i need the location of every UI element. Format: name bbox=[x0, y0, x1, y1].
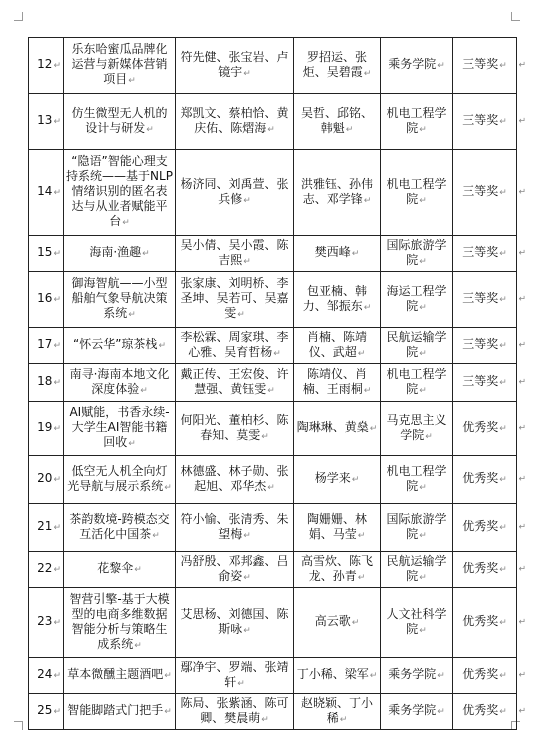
row-number bbox=[29, 588, 64, 658]
project-name-cell-text: 智能脚踏式门把手 bbox=[67, 703, 164, 717]
award-level-cell-text: 三等奖 bbox=[462, 113, 499, 127]
college-cell bbox=[381, 150, 453, 236]
row-number-text: 14 bbox=[37, 184, 53, 198]
paragraph-mark-icon: ↵ bbox=[267, 385, 275, 396]
project-name-cell bbox=[64, 94, 176, 150]
paragraph-mark-icon: ↵ bbox=[243, 256, 251, 267]
college-cell bbox=[381, 588, 453, 658]
paragraph-mark-icon: ↵ bbox=[142, 249, 150, 259]
paragraph-mark-icon: ↵ bbox=[261, 714, 269, 725]
students-cell-text: 鄢净宇、罗端、张靖轩 bbox=[180, 659, 289, 689]
students-cell-text: 陈局、张紫涵、陈可卿、樊晨萌 bbox=[180, 695, 289, 725]
paragraph-mark-icon: ↵ bbox=[351, 618, 360, 628]
students-cell bbox=[176, 150, 294, 236]
row-number-text: 22 bbox=[37, 561, 53, 575]
paragraph-mark-icon: ↵ bbox=[53, 523, 61, 533]
project-name-cell bbox=[64, 272, 176, 328]
teachers-cell-text: 赵晓颖、丁小稀 bbox=[300, 695, 373, 725]
students-cell-text: 张家康、刘明桥、李圣坤、吴若可、吴嘉雯 bbox=[180, 276, 289, 320]
students-cell bbox=[176, 38, 294, 94]
teachers-cell-text: 高雪炊、陈飞龙、孙青 bbox=[300, 553, 373, 583]
paragraph-mark-icon: ↵ bbox=[369, 671, 378, 681]
paragraph-mark-icon: ↵ bbox=[419, 256, 427, 267]
award-level-cell bbox=[453, 694, 526, 730]
paragraph-mark-icon: ↵ bbox=[53, 61, 61, 71]
paragraph-mark-icon: ↵ bbox=[357, 348, 366, 359]
award-level-cell bbox=[453, 364, 526, 402]
paragraph-mark-icon: ↵ bbox=[164, 707, 172, 717]
college-cell-text: 机电工程学院 bbox=[386, 105, 447, 135]
award-level-cell-text: 优秀奖 bbox=[462, 667, 499, 681]
award-level-cell bbox=[453, 94, 526, 150]
row-number-text: 16 bbox=[37, 291, 53, 305]
college-cell-text: 民航运输学院 bbox=[386, 553, 447, 583]
teachers-cell-text: 罗招运、张炬、吴碧霞 bbox=[302, 49, 367, 79]
table-row bbox=[29, 94, 517, 150]
college-cell bbox=[381, 38, 453, 94]
college-cell-text: 海运工程学院 bbox=[386, 283, 447, 313]
project-name-cell-text: 茶韵数境-跨模态交互活化中国茶 bbox=[69, 511, 170, 541]
project-name-cell bbox=[64, 150, 176, 236]
paragraph-mark-icon: ↵ bbox=[53, 188, 61, 198]
teachers-cell bbox=[294, 456, 381, 504]
teachers-cell bbox=[294, 38, 381, 94]
award-level-cell-text: 三等奖 bbox=[462, 184, 499, 198]
college-cell-text: 国际旅游学院 bbox=[386, 237, 447, 267]
table-row bbox=[29, 364, 517, 402]
teachers-cell-text: 高云歌 bbox=[314, 614, 351, 628]
project-name-cell-text: 御海智航——小型船舶气象导航决策系统 bbox=[71, 276, 168, 320]
paragraph-mark-icon: ↵ bbox=[437, 707, 445, 717]
paragraph-mark-icon: ↵ bbox=[499, 61, 507, 71]
awards-table-body bbox=[29, 38, 526, 730]
paragraph-mark-icon: ↵ bbox=[53, 424, 61, 434]
award-level-cell-text: 三等奖 bbox=[462, 374, 499, 388]
row-number bbox=[29, 364, 64, 402]
paragraph-mark-icon: ↵ bbox=[363, 68, 372, 79]
college-cell-text: 国际旅游学院 bbox=[386, 511, 447, 541]
project-name-cell bbox=[64, 504, 176, 552]
row-number bbox=[29, 236, 64, 272]
row-number-text: 24 bbox=[37, 667, 53, 681]
award-level-cell bbox=[453, 504, 526, 552]
project-name-cell-text: 低空无人机全向灯光导航与展示系统 bbox=[67, 463, 168, 493]
college-cell-text: 人文社科学院 bbox=[386, 606, 447, 636]
teachers-cell bbox=[294, 328, 381, 364]
paragraph-mark-icon: ↵ bbox=[53, 295, 61, 305]
project-name-cell-text: 乐东哈蜜瓜品牌化运营与新媒体营销项目 bbox=[71, 42, 168, 86]
students-cell-text: 林德盛、林子勋、张起旭、邓华杰 bbox=[180, 463, 289, 493]
project-name-cell-text: 海南·渔趣 bbox=[89, 245, 142, 259]
teachers-cell-text: 洪雅钰、孙伟志、邓学锋 bbox=[300, 176, 373, 206]
college-cell bbox=[381, 658, 453, 694]
paragraph-mark-icon: ↵ bbox=[419, 625, 427, 636]
paragraph-mark-icon: ↵ bbox=[53, 341, 61, 351]
students-cell bbox=[176, 272, 294, 328]
teachers-cell-text: 包亚楠、韩力、邹振东 bbox=[302, 283, 367, 313]
students-cell bbox=[176, 364, 294, 402]
students-cell bbox=[176, 402, 294, 456]
row-number-text: 15 bbox=[37, 245, 53, 259]
paragraph-mark-icon: ↵ bbox=[267, 482, 275, 493]
college-cell-text: 民航运输学院 bbox=[386, 329, 447, 359]
teachers-cell-text: 陶姗姗、林娟、马莹 bbox=[306, 511, 367, 541]
college-cell-text: 乘务学院 bbox=[388, 57, 437, 71]
row-number-text: 25 bbox=[37, 703, 53, 717]
award-level-cell bbox=[453, 588, 526, 658]
students-cell-text: 李松霖、周家琪、李心雅、吴育哲杨 bbox=[180, 329, 289, 359]
row-end-mark-icon: ↵ bbox=[518, 617, 526, 627]
project-name-cell bbox=[64, 588, 176, 658]
paragraph-mark-icon: ↵ bbox=[140, 385, 148, 396]
project-name-cell-text: 仿生微型无人机的设计与研发 bbox=[71, 105, 168, 135]
table-row bbox=[29, 552, 517, 588]
project-name-cell bbox=[64, 658, 176, 694]
paragraph-mark-icon: ↵ bbox=[499, 249, 507, 259]
paragraph-mark-icon: ↵ bbox=[499, 117, 507, 127]
row-end-mark-icon: ↵ bbox=[518, 706, 526, 716]
row-end-mark-icon: ↵ bbox=[518, 248, 526, 258]
college-cell-text: 乘务学院 bbox=[388, 667, 437, 681]
paragraph-mark-icon: ↵ bbox=[369, 424, 378, 434]
project-name-cell-text: “怀云华”琼茶栈 bbox=[73, 337, 158, 351]
college-cell-text: 机电工程学院 bbox=[386, 176, 447, 206]
paragraph-mark-icon: ↵ bbox=[134, 640, 142, 651]
paragraph-mark-icon: ↵ bbox=[53, 475, 61, 485]
paragraph-mark-icon: ↵ bbox=[267, 124, 275, 135]
students-cell bbox=[176, 658, 294, 694]
paragraph-mark-icon: ↵ bbox=[363, 302, 372, 313]
table-row bbox=[29, 328, 517, 364]
college-cell bbox=[381, 456, 453, 504]
award-level-cell bbox=[453, 658, 526, 694]
teachers-cell bbox=[294, 694, 381, 730]
paragraph-mark-icon: ↵ bbox=[499, 565, 507, 575]
row-number-text: 21 bbox=[37, 519, 53, 533]
teachers-cell-text: 陈靖仪、肖楠、王雨桐 bbox=[302, 366, 367, 396]
award-level-cell-text: 三等奖 bbox=[462, 57, 499, 71]
paragraph-mark-icon: ↵ bbox=[499, 707, 507, 717]
row-number bbox=[29, 328, 64, 364]
award-level-cell bbox=[453, 552, 526, 588]
project-name-cell bbox=[64, 694, 176, 730]
table-row bbox=[29, 456, 517, 504]
project-name-cell bbox=[64, 236, 176, 272]
students-cell bbox=[176, 236, 294, 272]
teachers-cell bbox=[294, 272, 381, 328]
paragraph-mark-icon: ↵ bbox=[339, 714, 348, 725]
paragraph-mark-icon: ↵ bbox=[122, 218, 130, 228]
paragraph-mark-icon: ↵ bbox=[53, 618, 61, 628]
row-end-mark-icon: ↵ bbox=[518, 377, 526, 387]
students-cell-text: 符小愉、张清秀、朱望梅 bbox=[180, 511, 289, 541]
paragraph-mark-icon: ↵ bbox=[351, 475, 360, 485]
award-level-cell-text: 优秀奖 bbox=[462, 614, 499, 628]
paragraph-mark-icon: ↵ bbox=[128, 76, 136, 86]
students-cell-text: 吴小倩、吴小霞、陈吉熙 bbox=[180, 237, 289, 267]
award-level-cell-text: 三等奖 bbox=[462, 337, 499, 351]
students-cell-text: 冯舒殷、邓邦鑫、吕俞姿 bbox=[180, 553, 289, 583]
teachers-cell bbox=[294, 236, 381, 272]
award-level-cell bbox=[453, 328, 526, 364]
students-cell bbox=[176, 328, 294, 364]
paragraph-mark-icon: ↵ bbox=[243, 195, 251, 206]
paragraph-mark-icon: ↵ bbox=[363, 385, 372, 396]
row-number-text: 23 bbox=[37, 614, 53, 628]
project-name-cell-text: “隐语”智能心理支持系统——基于NLP情绪识别的匿名表达与从业者赋能平台 bbox=[66, 154, 173, 228]
award-level-cell bbox=[453, 150, 526, 236]
award-level-cell bbox=[453, 272, 526, 328]
paragraph-mark-icon: ↵ bbox=[164, 671, 172, 681]
teachers-cell bbox=[294, 504, 381, 552]
row-number bbox=[29, 38, 64, 94]
row-number-text: 20 bbox=[37, 471, 53, 485]
college-cell-text: 乘务学院 bbox=[388, 703, 437, 717]
students-cell bbox=[176, 588, 294, 658]
paragraph-mark-icon: ↵ bbox=[243, 530, 251, 541]
teachers-cell bbox=[294, 552, 381, 588]
award-level-cell bbox=[453, 236, 526, 272]
table-row bbox=[29, 504, 517, 552]
paragraph-mark-icon: ↵ bbox=[425, 431, 433, 442]
teachers-cell-text: 樊西峰 bbox=[314, 245, 351, 259]
award-level-cell bbox=[453, 456, 526, 504]
project-name-cell-text: 草本微醺主题酒吧 bbox=[67, 667, 164, 681]
teachers-cell bbox=[294, 364, 381, 402]
college-cell bbox=[381, 328, 453, 364]
students-cell bbox=[176, 552, 294, 588]
row-number-text: 19 bbox=[37, 420, 53, 434]
college-cell-text: 马克思主义学院 bbox=[386, 412, 447, 442]
paragraph-mark-icon: ↵ bbox=[128, 310, 136, 320]
row-end-mark-icon: ↵ bbox=[518, 340, 526, 350]
students-cell bbox=[176, 456, 294, 504]
table-row bbox=[29, 694, 517, 730]
students-cell-text: 艾思杨、刘德国、陈斯咏 bbox=[180, 606, 289, 636]
row-end-mark-icon: ↵ bbox=[518, 522, 526, 532]
paragraph-mark-icon: ↵ bbox=[53, 565, 61, 575]
table-row bbox=[29, 38, 517, 94]
paragraph-mark-icon: ↵ bbox=[437, 61, 445, 71]
college-cell-text: 机电工程学院 bbox=[386, 366, 447, 396]
college-cell bbox=[381, 272, 453, 328]
row-number bbox=[29, 552, 64, 588]
teachers-cell-text: 吴哲、邱铭、韩魁 bbox=[300, 105, 373, 135]
table-row bbox=[29, 150, 517, 236]
row-end-mark-icon: ↵ bbox=[518, 670, 526, 680]
students-cell-text: 何阳光、董柏杉、陈春知、莫雯 bbox=[180, 412, 289, 442]
college-cell-text: 机电工程学院 bbox=[386, 463, 447, 493]
award-level-cell-text: 优秀奖 bbox=[462, 519, 499, 533]
college-cell bbox=[381, 94, 453, 150]
row-end-mark-icon: ↵ bbox=[518, 116, 526, 126]
row-number bbox=[29, 272, 64, 328]
paragraph-mark-icon: ↵ bbox=[158, 341, 166, 351]
paragraph-mark-icon: ↵ bbox=[164, 482, 172, 493]
paragraph-mark-icon: ↵ bbox=[53, 671, 61, 681]
award-level-cell-text: 三等奖 bbox=[462, 291, 499, 305]
project-name-cell bbox=[64, 456, 176, 504]
award-level-cell-text: 优秀奖 bbox=[462, 471, 499, 485]
award-level-cell-text: 优秀奖 bbox=[462, 703, 499, 717]
row-end-mark-icon: ↵ bbox=[518, 564, 526, 574]
paragraph-mark-icon: ↵ bbox=[273, 348, 281, 359]
paragraph-mark-icon: ↵ bbox=[419, 530, 427, 541]
row-end-mark-icon: ↵ bbox=[518, 187, 526, 197]
paragraph-mark-icon: ↵ bbox=[499, 188, 507, 198]
project-name-cell-text: 智营引擎-基于大模型的电商多维数据智能分析与策略生成系统 bbox=[69, 591, 170, 651]
award-level-cell-text: 三等奖 bbox=[462, 245, 499, 259]
teachers-cell bbox=[294, 588, 381, 658]
teachers-cell-text: 杨学来 bbox=[314, 471, 351, 485]
award-level-cell bbox=[453, 402, 526, 456]
college-cell bbox=[381, 504, 453, 552]
project-name-cell-text: AI赋能，书香永续-大学生AI智能书籍回收 bbox=[69, 405, 170, 449]
row-number-text: 13 bbox=[37, 113, 53, 127]
students-cell-text: 符先健、张宝岩、卢镜宇 bbox=[180, 49, 289, 79]
college-cell bbox=[381, 552, 453, 588]
paragraph-mark-icon: ↵ bbox=[419, 348, 427, 359]
row-number-text: 12 bbox=[37, 57, 53, 71]
row-number bbox=[29, 402, 64, 456]
paragraph-mark-icon: ↵ bbox=[419, 195, 427, 206]
paragraph-mark-icon: ↵ bbox=[152, 530, 160, 541]
award-level-cell-text: 优秀奖 bbox=[462, 561, 499, 575]
teachers-cell bbox=[294, 658, 381, 694]
teachers-cell-text: 陶琳琳、黄燊 bbox=[296, 420, 369, 434]
college-cell bbox=[381, 236, 453, 272]
paragraph-mark-icon: ↵ bbox=[419, 572, 427, 583]
students-cell-text: 郑凯文、蔡柏恰、黄庆佑、陈熠海 bbox=[180, 105, 289, 135]
college-cell bbox=[381, 364, 453, 402]
students-cell-text: 戴正传、王宏俊、许慧强、黄钰雯 bbox=[180, 366, 289, 396]
awards-table bbox=[28, 37, 526, 730]
paragraph-mark-icon: ↵ bbox=[128, 439, 136, 449]
table-row bbox=[29, 402, 517, 456]
teachers-cell bbox=[294, 402, 381, 456]
students-cell bbox=[176, 94, 294, 150]
paragraph-mark-icon: ↵ bbox=[134, 565, 142, 575]
table-row bbox=[29, 272, 517, 328]
project-name-cell bbox=[64, 38, 176, 94]
paragraph-mark-icon: ↵ bbox=[261, 431, 269, 442]
project-name-cell-text: 花黎伞 bbox=[97, 561, 134, 575]
project-name-cell bbox=[64, 402, 176, 456]
project-name-cell-text: 南寻·海南本地文化深度体验 bbox=[69, 366, 170, 396]
paragraph-mark-icon: ↵ bbox=[53, 249, 61, 259]
teachers-cell-text: 肖楠、陈靖仪、武超 bbox=[306, 329, 367, 359]
row-number-text: 17 bbox=[37, 337, 53, 351]
students-cell bbox=[176, 694, 294, 730]
college-cell bbox=[381, 402, 453, 456]
award-level-cell bbox=[453, 38, 526, 94]
teachers-cell bbox=[294, 150, 381, 236]
paragraph-mark-icon: ↵ bbox=[357, 572, 366, 583]
paragraph-mark-icon: ↵ bbox=[499, 475, 507, 485]
row-number bbox=[29, 658, 64, 694]
paragraph-mark-icon: ↵ bbox=[499, 424, 507, 434]
page-corner-mark bbox=[511, 12, 520, 21]
teachers-cell-text: 丁小稀、梁军 bbox=[296, 667, 369, 681]
row-number bbox=[29, 456, 64, 504]
students-cell bbox=[176, 504, 294, 552]
paragraph-mark-icon: ↵ bbox=[243, 625, 251, 636]
row-end-mark-icon: ↵ bbox=[518, 294, 526, 304]
table-row bbox=[29, 236, 517, 272]
teachers-cell bbox=[294, 94, 381, 150]
paragraph-mark-icon: ↵ bbox=[243, 572, 251, 583]
paragraph-mark-icon: ↵ bbox=[53, 117, 61, 127]
row-number bbox=[29, 504, 64, 552]
row-end-mark-icon: ↵ bbox=[518, 474, 526, 484]
table-row bbox=[29, 658, 517, 694]
paragraph-mark-icon: ↵ bbox=[357, 530, 366, 541]
paragraph-mark-icon: ↵ bbox=[499, 341, 507, 351]
project-name-cell bbox=[64, 328, 176, 364]
paragraph-mark-icon: ↵ bbox=[419, 124, 427, 135]
paragraph-mark-icon: ↵ bbox=[146, 124, 154, 135]
award-level-cell-text: 优秀奖 bbox=[462, 420, 499, 434]
paragraph-mark-icon: ↵ bbox=[499, 618, 507, 628]
row-number bbox=[29, 150, 64, 236]
paragraph-mark-icon: ↵ bbox=[53, 378, 61, 388]
paragraph-mark-icon: ↵ bbox=[437, 671, 445, 681]
page-corner-mark bbox=[14, 12, 23, 21]
row-number bbox=[29, 94, 64, 150]
project-name-cell bbox=[64, 364, 176, 402]
paragraph-mark-icon: ↵ bbox=[499, 523, 507, 533]
row-number bbox=[29, 694, 64, 730]
paragraph-mark-icon: ↵ bbox=[419, 302, 427, 313]
students-cell-text: 杨济同、刘禹萱、张兵修 bbox=[180, 176, 289, 206]
paragraph-mark-icon: ↵ bbox=[499, 671, 507, 681]
paragraph-mark-icon: ↵ bbox=[363, 195, 372, 206]
paragraph-mark-icon: ↵ bbox=[237, 310, 245, 320]
paragraph-mark-icon: ↵ bbox=[351, 249, 360, 259]
paragraph-mark-icon: ↵ bbox=[419, 482, 427, 493]
paragraph-mark-icon: ↵ bbox=[237, 678, 245, 689]
row-number-text: 18 bbox=[37, 374, 53, 388]
paragraph-mark-icon: ↵ bbox=[345, 124, 354, 135]
table-row bbox=[29, 588, 517, 658]
paragraph-mark-icon: ↵ bbox=[499, 295, 507, 305]
page-corner-mark bbox=[14, 721, 23, 730]
row-end-mark-icon: ↵ bbox=[518, 60, 526, 70]
row-end-mark-icon: ↵ bbox=[518, 423, 526, 433]
college-cell bbox=[381, 694, 453, 730]
paragraph-mark-icon: ↵ bbox=[499, 378, 507, 388]
project-name-cell bbox=[64, 552, 176, 588]
paragraph-mark-icon: ↵ bbox=[419, 385, 427, 396]
paragraph-mark-icon: ↵ bbox=[53, 707, 61, 717]
paragraph-mark-icon: ↵ bbox=[243, 68, 251, 79]
